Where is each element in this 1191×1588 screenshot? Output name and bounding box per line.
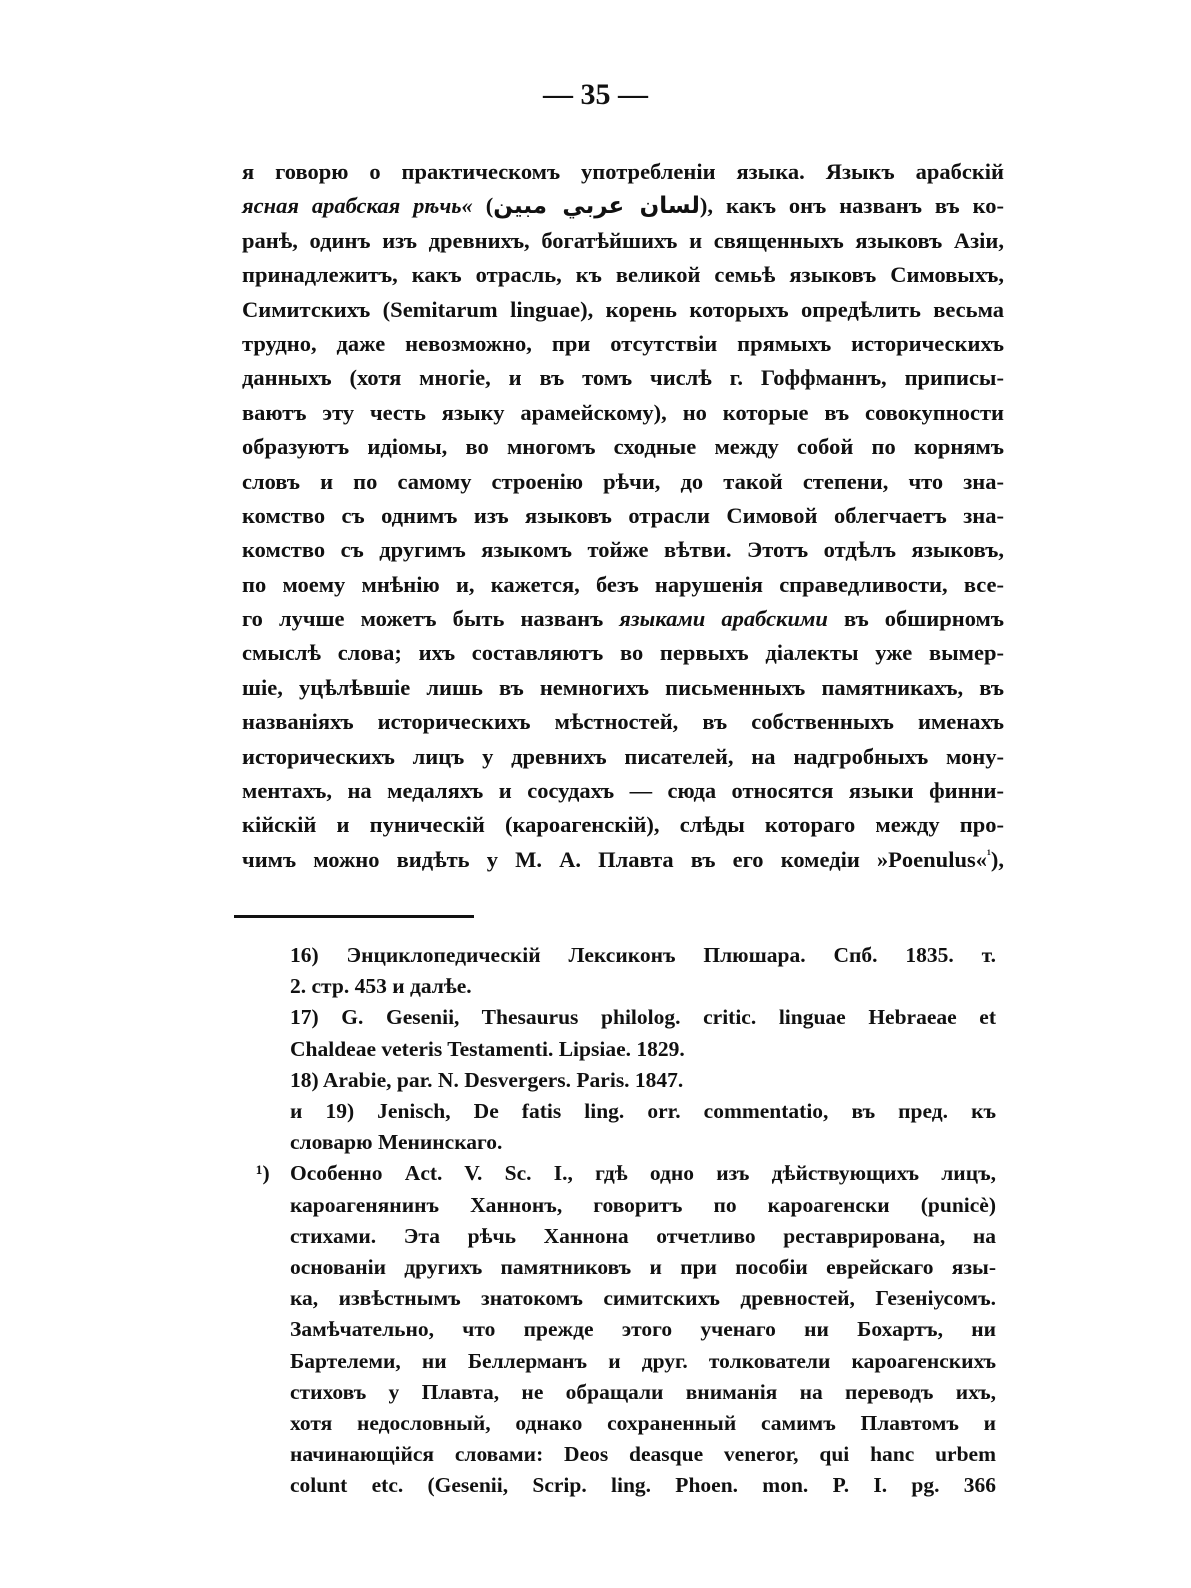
footnote-line: Chaldeae veteris Testamenti. Lipsiae. 1829.: [290, 1036, 685, 1061]
italic-phrase: ясная арабская рѣчь«: [242, 193, 473, 219]
text-line-19: ментахъ, на медаляхъ и сосудахъ — сюда относятся языки финни-: [242, 778, 1004, 804]
text-line-11: комство съ однимъ изъ языковъ отрасли Симовой облегчаетъ зна-: [242, 502, 1004, 528]
text-line-1: я говорю о практическомъ употребленіи языка. Языкъ арабскій: [242, 159, 1004, 184]
line-2-rest: какъ онъ названъ въ ко-: [726, 193, 1004, 219]
text-line-10: словъ и по самому строенію рѣчи, до такой степени, что зна-: [242, 468, 1004, 494]
footnotes: [256, 940, 996, 1502]
text-line-13: по моему мнѣнію и, кажется, безъ нарушенія справедливости, все-: [242, 571, 1004, 597]
footnote-1-line: стиховъ у Плавта, не обращали вниманія на переводъ ихъ,: [290, 1379, 996, 1404]
footnote-line: 17) G. Gesenii, Thesaurus philolog. critic. linguae Hebraeae et: [290, 1005, 996, 1030]
footnote-1-line: стихами. Эта рѣчь Ханнона отчетливо реставрирована, на: [290, 1223, 996, 1248]
footnote-1-line: ка, извѣстнымъ знатокомъ симитскихъ древностей, Гезеніусомъ.: [290, 1286, 996, 1311]
page-number: — 35 —: [543, 78, 648, 111]
text-line-15: смыслѣ слова; ихъ составляютъ во первыхъ діалекты уже вымер-: [242, 640, 1004, 666]
footnote-line: и 19) Jenisch, De fatis ling. orr. commentatio, въ пред. къ: [290, 1099, 996, 1124]
arabic-phrase: لسان عربي مبين: [493, 193, 700, 220]
paren-open: (: [485, 193, 494, 219]
italic-phrase-2: языками арабскими: [619, 606, 828, 632]
text-line-14: [242, 602, 1004, 636]
text-line-8: ваютъ эту честь языку арамейскому), но которые въ совокупности: [242, 399, 1004, 425]
footnote-1-line: Особенно Act. V. Sc. I., гдѣ одно изъ дѣйствующихъ лицъ,: [290, 1161, 996, 1186]
line-14-before: го лучше можетъ быть названъ: [242, 606, 604, 632]
footnote-ref: ¹: [986, 846, 991, 862]
footnote-1-line: хотя недословный, однако сохраненный самимъ Плавтомъ и: [290, 1411, 996, 1436]
footnote-line: 16) Энциклопедическій Лексиконъ Плюшара. Спб. 1835. т.: [290, 943, 996, 967]
text-line-12: комство съ другимъ языкомъ тойже вѣтви. Этотъ отдѣлъ языковъ,: [242, 537, 1004, 563]
text-line-7: данныхъ (хотя многіе, и въ томъ числѣ г. Гоффманнъ, приписы-: [242, 365, 1004, 391]
text-line-6: трудно, даже невозможно, при отсутствіи прямыхъ историческихъ: [242, 330, 1004, 356]
footnote-1-line: Замѣчательно, что прежде этого ученаго ни Бохартъ, ни: [290, 1317, 996, 1342]
footnote-line: словарю Менинскаго.: [290, 1130, 503, 1155]
footnote-line: 2. стр. 453 и далѣе.: [290, 974, 472, 999]
paren-close: ),: [699, 193, 714, 219]
line-21-tail: ),: [990, 846, 1004, 872]
line-14-after: въ обширномъ: [844, 606, 1004, 632]
text-line-17: названіяхъ историческихъ мѣстностей, въ собственныхъ именахъ: [242, 709, 1004, 735]
text-line-20: кійскій и пуническій (кароагенскій), слѣды котораго между про-: [242, 812, 1004, 838]
text-line-4: принадлежитъ, какъ отрасль, къ великой семьѣ языковъ Симовыхъ,: [242, 262, 1004, 288]
footnote-divider: [234, 915, 474, 918]
footnote-1-line: начинающійся словами: Deos deasque veneror, qui hanc urbem: [290, 1442, 996, 1467]
text-line-3: ранѣ, одинъ изъ древнихъ, богатѣйшихъ и священныхъ языковъ Азіи,: [242, 227, 1004, 253]
footnote-line: 18) Arabie, par. N. Desvergers. Paris. 1847.: [290, 1067, 684, 1092]
main-text: [242, 155, 1004, 877]
text-line-16: шіе, уцѣлѣвшіе лишь въ немногихъ письменныхъ памятникахъ, въ: [242, 674, 1004, 700]
footnote-1-line: Бартелеми, ни Беллерманъ и друг. толкователи кароагенскихъ: [290, 1348, 996, 1373]
footnote-1-line: основаніи другихъ памятниковъ и при пособіи еврейскаго язы-: [290, 1255, 996, 1280]
footnote-1-line: colunt etc. (Gesenii, Scrip. ling. Phoen. mon. P. I. pg. 366: [290, 1473, 996, 1498]
text-line-9: образуютъ идіомы, во многомъ сходные между собой по корнямъ: [242, 434, 1004, 460]
line-21-text: чимъ можно видѣть у М. А. Плавта въ его комедіи »Poenulus«: [242, 846, 987, 872]
text-line-21: [242, 843, 1004, 877]
footnote-marker: ¹): [256, 1161, 270, 1186]
text-line-5: Симитскихъ (Semitarum linguae), корень которыхъ опредѣлить весьма: [242, 296, 1004, 322]
footnote-1: [256, 1158, 996, 1501]
footnote-1-line: кароагенянинъ Ханнонъ, говоритъ по кароагенски (punicè): [290, 1192, 996, 1217]
text-line-2: [242, 189, 1004, 223]
text-line-18: историческихъ лицъ у древнихъ писателей, на надгробныхъ мону-: [242, 743, 1004, 769]
